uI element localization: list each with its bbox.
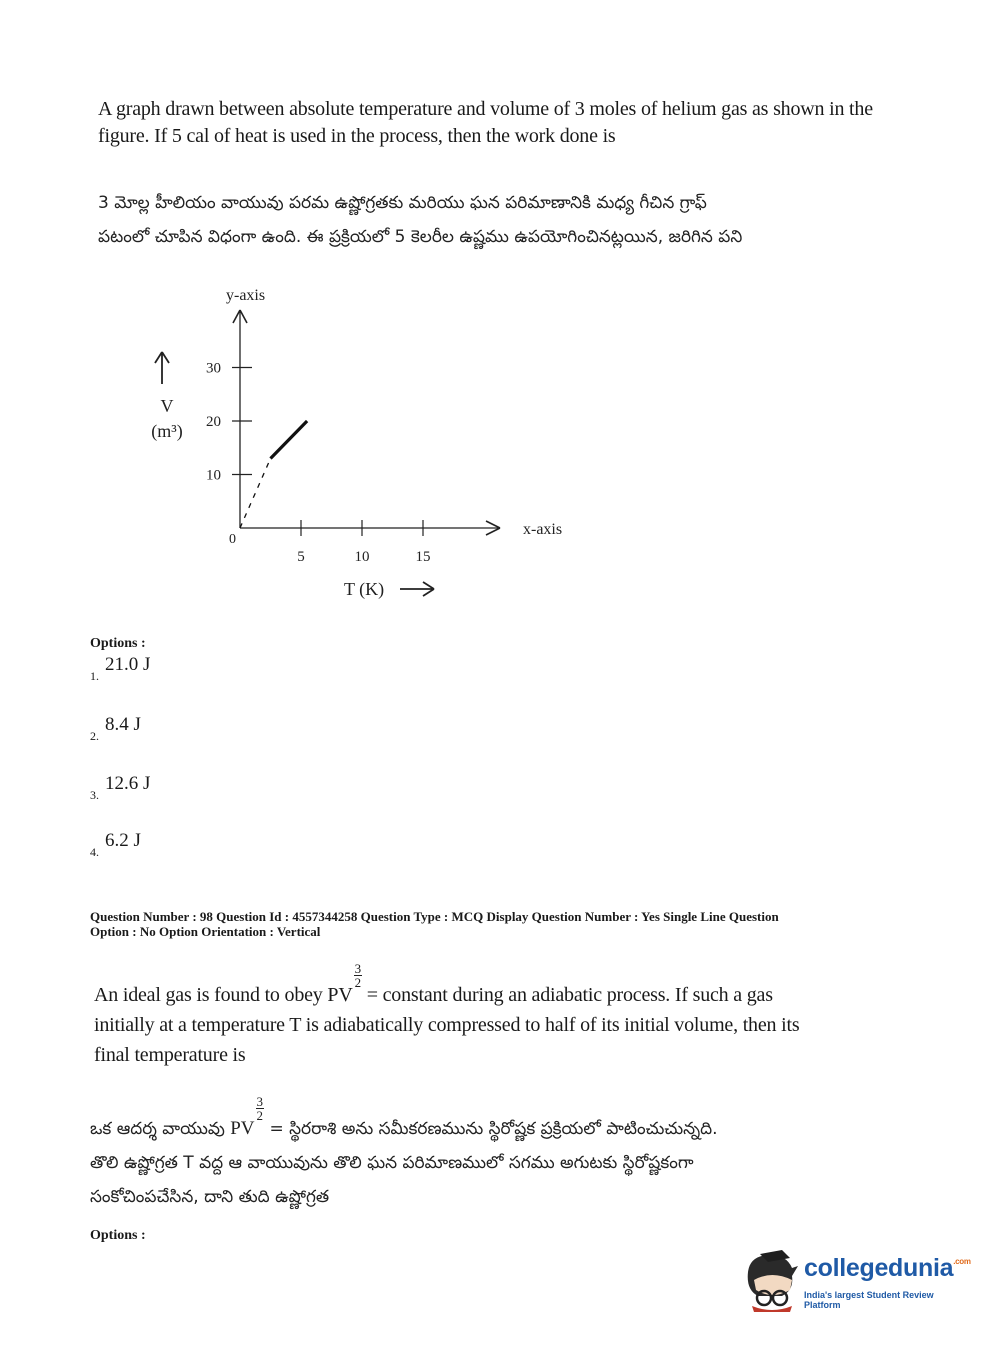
brand-suffix: .com	[953, 1257, 971, 1266]
question-1-telugu-line-1: 3 మోల్ల హీలియం వాయువు పరమ ఉష్ణోగ్రతకు మరియు ఘన పరిమాణానికి మధ్య గీచిన గ్రాఫ్	[98, 193, 707, 213]
options-label-2: Options :	[90, 1228, 146, 1243]
option-number: 4.	[90, 845, 99, 859]
question-2-telugu-part-1: ఒక ఆదర్శ వాయువు	[90, 1119, 225, 1139]
brand-tagline: India's largest Student Review Platform	[804, 1290, 934, 1310]
metadata-line-1: Question Number : 98 Question Id : 4557344258 Question Type : MCQ Display Question Number : Yes Single Line Question	[90, 909, 779, 924]
mascot-icon	[742, 1250, 802, 1312]
option-1[interactable]	[90, 654, 151, 683]
y-tick-label: 20	[206, 414, 221, 430]
series-process	[271, 421, 308, 458]
question-2-text-part-1: An ideal gas is found to obey	[94, 984, 323, 1006]
option-3[interactable]	[90, 773, 151, 802]
x-tick-label: 5	[297, 549, 305, 565]
formula-pv-power-telugu: PV $\frac{3}{2}$	[230, 1094, 264, 1139]
y-tick-label: 10	[206, 467, 221, 484]
option-text: 6.2 J	[105, 830, 141, 851]
question-2-telugu-line-3: సంకోచింపచేసిన, దాని తుది ఉష్ణోగ్రత	[90, 1187, 330, 1207]
option-text: 12.6 J	[105, 773, 151, 794]
question-1-telugu-line-2: పటంలో చూపిన విధంగా ఉంది. ఈ ప్రక్రియలో 5 కెలరీల ఉష్ణము ఉపయోగించినట్లయిన, జరిగిన పని	[98, 227, 743, 247]
question-2-text	[94, 962, 884, 1070]
question-2-text-line-2: initially at a temperature T is adiabatically compressed to half of its initial volume, then its	[94, 1014, 800, 1036]
formula-pv-power: PV $\frac{3}{2}$	[327, 961, 361, 1006]
y-axis-name: y-axis	[226, 287, 266, 304]
x-tick-label: 10	[354, 549, 370, 565]
y-label-symbol: V	[160, 396, 174, 416]
metadata-line-2: Option : No Option Orientation : Vertical	[90, 924, 321, 939]
x-axis-name: x-axis	[523, 521, 563, 538]
y-tick-label: 30	[206, 360, 221, 377]
origin-label: 0	[229, 532, 236, 547]
option-text: 21.0 J	[105, 654, 151, 675]
question-2-text-line-3: final temperature is	[94, 1044, 246, 1066]
question-2-metadata	[90, 909, 950, 939]
option-2[interactable]	[90, 714, 141, 743]
option-number: 2.	[90, 729, 99, 743]
option-number: 3.	[90, 788, 99, 802]
x-label: T (K)	[344, 579, 385, 599]
option-number: 1.	[90, 669, 99, 683]
y-label-unit: (m³)	[151, 421, 183, 441]
y-label-arrow-icon	[155, 352, 169, 384]
brand-name: collegedunia	[804, 1254, 954, 1282]
option-text: 8.4 J	[105, 714, 141, 735]
x-label-arrow-icon	[400, 582, 434, 596]
option-4[interactable]	[90, 830, 141, 859]
collegedunia-logo	[742, 1248, 972, 1316]
question-2-telugu-part-2: = స్థిరరాశి అను సమీకరణమును స్థిరోష్ణక ప్రక్రియలో పాటించుచున్నది.	[269, 1119, 718, 1139]
question-2-telugu	[90, 1095, 880, 1214]
x-tick-label: 15	[415, 549, 431, 565]
series-extrapolation	[240, 458, 271, 528]
question-1-text: A graph drawn between absolute temperature and volume of 3 moles of helium gas as shown in the figure. If 5 cal of heat is used in the process, then the work done is	[98, 98, 873, 147]
question-2-telugu-line-2: తొలి ఉష్ణోగ్రత T వద్ద ఆ వాయువును తొలి ఘన పరిమాణములో సగము అగుటకు స్థిరోష్ణకంగా	[90, 1153, 694, 1173]
options-label: Options :	[90, 636, 146, 651]
question-2-text-part-2: = constant during an adiabatic process. If such a gas	[366, 984, 773, 1006]
